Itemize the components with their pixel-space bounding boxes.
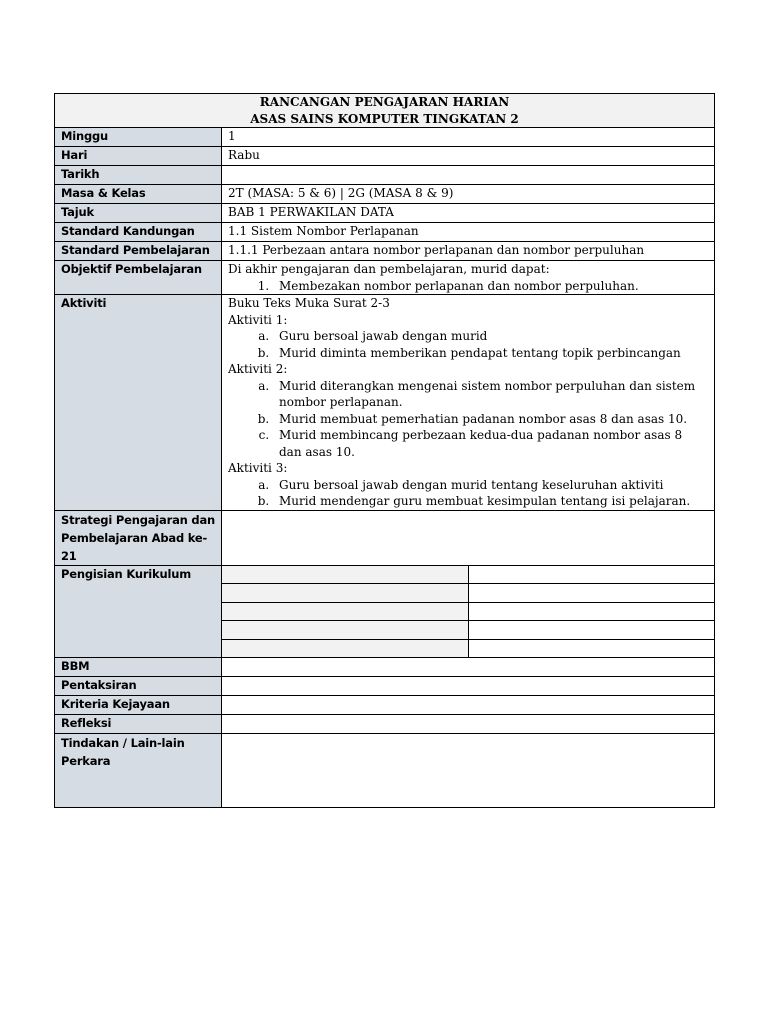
value-tajuk[interactable]: BAB 1 PERWAKILAN DATA	[222, 204, 715, 223]
document-title: RANCANGAN PENGAJARAN HARIAN	[259, 95, 510, 109]
list-item: c. Murid membincang perbezaan kedua-dua padanan nombor asas 8 dan asas 10.	[273, 427, 708, 460]
label-objektif: Objektif Pembelajaran	[55, 261, 222, 295]
lesson-plan-table	[54, 93, 715, 808]
aktiviti-1-title: Aktiviti 1:	[228, 312, 288, 327]
label-tindakan: Tindakan / Lain-lain Perkara	[55, 734, 222, 808]
label-minggu: Minggu	[55, 128, 222, 147]
label-standard-kandungan: Standard Kandungan	[55, 223, 222, 242]
pengisian-cell[interactable]	[468, 639, 714, 657]
label-masa-kelas: Masa & Kelas	[55, 185, 222, 204]
label-pengisian-kurikulum: Pengisian Kurikulum	[55, 565, 222, 658]
value-tarikh[interactable]	[222, 166, 715, 185]
row-refleksi	[55, 715, 715, 734]
row-kriteria	[55, 696, 715, 715]
value-standard-kandungan[interactable]: 1.1 Sistem Nombor Perlapanan	[222, 223, 715, 242]
row-pengisian-kurikulum	[55, 565, 715, 658]
table-header	[55, 94, 715, 128]
row-standard-pembelajaran	[55, 242, 715, 261]
aktiviti-3-list	[228, 477, 708, 510]
value-aktiviti[interactable]	[222, 295, 715, 511]
aktiviti-book: Buku Teks Muka Surat 2-3	[228, 296, 390, 310]
row-hari	[55, 147, 715, 166]
value-pengisian-kurikulum	[222, 565, 715, 658]
list-item: b. Murid membuat pemerhatian padanan nombor asas 8 dan asas 10.	[273, 411, 708, 428]
label-standard-pembelajaran: Standard Pembelajaran	[55, 242, 222, 261]
row-masa-kelas	[55, 185, 715, 204]
objektif-item: 1. Membezakan nombor perlapanan dan nombor perpuluhan.	[273, 278, 708, 295]
pengisian-cell[interactable]	[222, 639, 468, 657]
header-row	[55, 94, 715, 128]
row-standard-kandungan	[55, 223, 715, 242]
aktiviti-2-list	[228, 378, 708, 461]
pengisian-grid	[222, 566, 714, 658]
value-pentaksiran[interactable]	[222, 677, 715, 696]
row-tajuk	[55, 204, 715, 223]
objektif-intro: Di akhir pengajaran dan pembelajaran, murid dapat:	[228, 262, 550, 276]
pengisian-cell[interactable]	[222, 566, 468, 584]
objektif-list	[228, 278, 708, 295]
list-item: a. Murid diterangkan mengenai sistem nombor perpuluhan dan sistem nombor perlapanan.	[273, 378, 708, 411]
pengisian-cell[interactable]	[222, 621, 468, 640]
label-strategi: Strategi Pengajaran dan Pembelajaran Abad ke-21	[55, 510, 222, 565]
row-objektif	[55, 261, 715, 295]
value-kriteria[interactable]	[222, 696, 715, 715]
aktiviti-2-title: Aktiviti 2:	[228, 362, 288, 376]
document-subtitle: ASAS SAINS KOMPUTER TINGKATAN 2	[250, 111, 519, 126]
row-bbm	[55, 658, 715, 677]
row-strategi	[55, 510, 715, 565]
value-tindakan[interactable]	[222, 734, 715, 808]
list-item: b. Murid diminta memberikan pendapat tentang topik perbincangan	[273, 345, 708, 362]
row-minggu	[55, 128, 715, 147]
value-bbm[interactable]	[222, 658, 715, 677]
value-masa-kelas[interactable]: 2T (MASA: 5 & 6) | 2G (MASA 8 & 9)	[222, 185, 715, 204]
lesson-plan-sheet	[54, 93, 714, 808]
list-item: a. Guru bersoal jawab dengan murid tentang keseluruhan aktiviti	[273, 477, 708, 494]
value-standard-pembelajaran[interactable]: 1.1.1 Perbezaan antara nombor perlapanan dan nombor perpuluhan	[222, 242, 715, 261]
pengisian-cell[interactable]	[222, 602, 468, 621]
list-item: a. Guru bersoal jawab dengan murid	[273, 328, 708, 345]
value-hari[interactable]: Rabu	[222, 147, 715, 166]
pengisian-cell[interactable]	[468, 602, 714, 621]
aktiviti-1-list	[228, 328, 708, 361]
row-tindakan	[55, 734, 715, 808]
label-tarikh: Tarikh	[55, 166, 222, 185]
pengisian-cell[interactable]	[468, 621, 714, 640]
label-tajuk: Tajuk	[55, 204, 222, 223]
row-pentaksiran	[55, 677, 715, 696]
value-objektif[interactable]	[222, 261, 715, 295]
row-aktiviti	[55, 295, 715, 511]
label-aktiviti: Aktiviti	[55, 295, 222, 511]
label-hari: Hari	[55, 147, 222, 166]
aktiviti-3-title: Aktiviti 3:	[228, 461, 288, 475]
value-strategi[interactable]	[222, 510, 715, 565]
value-refleksi[interactable]	[222, 715, 715, 734]
list-item: b. Murid mendengar guru membuat kesimpulan tentang isi pelajaran.	[273, 493, 708, 510]
pengisian-cell[interactable]	[222, 584, 468, 603]
label-pentaksiran: Pentaksiran	[55, 677, 222, 696]
label-kriteria: Kriteria Kejayaan	[55, 696, 222, 715]
value-minggu[interactable]: 1	[222, 128, 715, 147]
row-tarikh	[55, 166, 715, 185]
pengisian-cell[interactable]	[468, 566, 714, 584]
label-bbm: BBM	[55, 658, 222, 677]
pengisian-cell[interactable]	[468, 584, 714, 603]
label-refleksi: Refleksi	[55, 715, 222, 734]
